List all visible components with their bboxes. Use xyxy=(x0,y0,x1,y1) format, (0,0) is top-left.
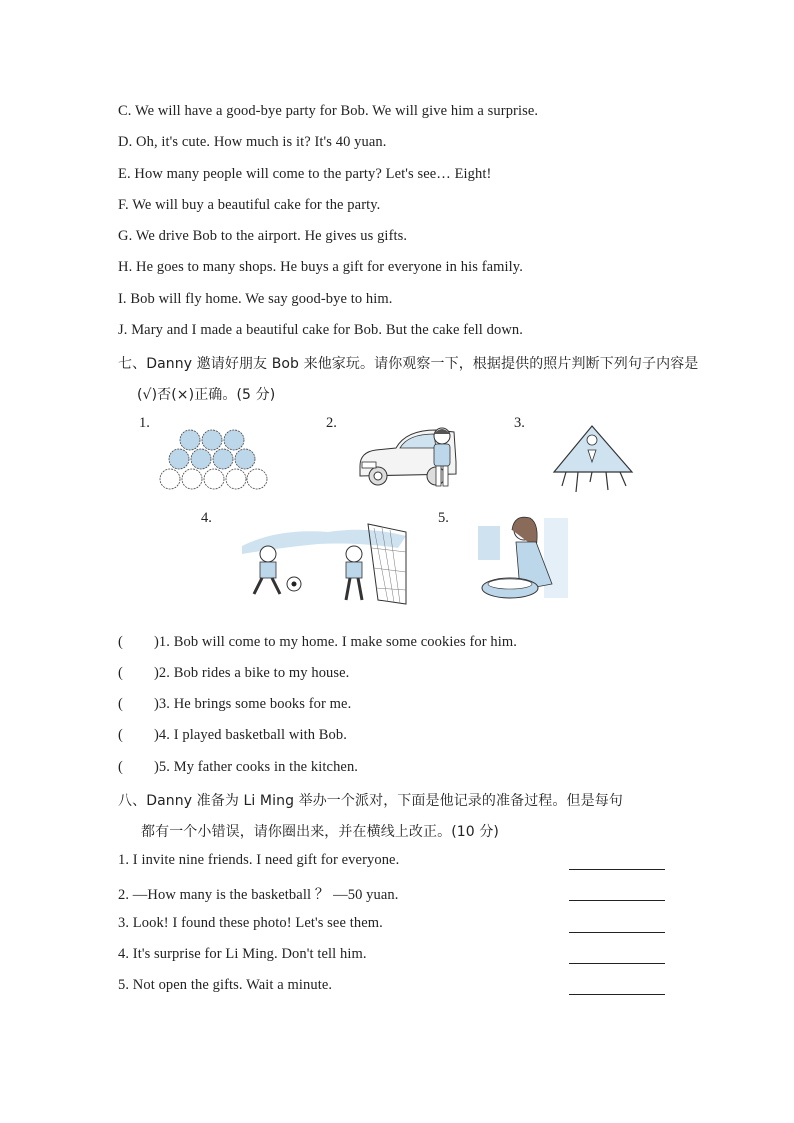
correction-item-1: 1. I invite nine friends. I need gift for everyone. xyxy=(118,852,400,868)
answer-line-1[interactable] xyxy=(569,868,665,870)
pic-label-5: 5. xyxy=(438,510,449,526)
correction-item-2: 2. —How many is the basketball ？ —50 yuan. xyxy=(118,887,399,903)
pic-label-2: 2. xyxy=(326,415,337,431)
judge-text: )4. I played basketball with Bob. xyxy=(154,727,347,743)
answer-line-2[interactable] xyxy=(569,899,665,901)
option-i: I. Bob will fly home. We say good-bye to him. xyxy=(118,291,393,307)
judge-item-3 xyxy=(118,696,351,713)
answer-line-5[interactable] xyxy=(569,993,665,995)
option-c: C. We will have a good-bye party for Bob. We will give him a surprise. xyxy=(118,103,539,119)
section8-subtitle: 都有一个小错误，请你圈出来，并在横线上改正。(10 分) xyxy=(141,824,499,840)
cookies-illustration xyxy=(156,428,268,492)
answer-paren[interactable]: ( xyxy=(118,759,123,775)
judge-text: )3. He brings some books for me. xyxy=(154,696,352,712)
soccer-illustration xyxy=(238,518,412,608)
judge-text: )5. My father cooks in the kitchen. xyxy=(154,759,359,775)
section8-title: 八、Danny 准备为 Li Ming 举办一个派对，下面是他记录的准备过程。但是每句 xyxy=(118,793,623,809)
section7-subtitle: (√)否(×)正确。(5 分) xyxy=(137,387,276,403)
answer-line-4[interactable] xyxy=(569,962,665,964)
option-f: F. We will buy a beautiful cake for the party. xyxy=(118,197,381,213)
pic-label-4: 4. xyxy=(201,510,212,526)
correction-item-5: 5. Not open the gifts. Wait a minute. xyxy=(118,977,333,993)
option-j: J. Mary and I made a beautiful cake for Bob. But the cake fell down. xyxy=(118,322,524,338)
answer-paren[interactable]: ( xyxy=(118,634,123,650)
option-h: H. He goes to many shops. He buys a gift for everyone in his family. xyxy=(118,259,523,275)
answer-line-3[interactable] xyxy=(569,931,665,933)
option-g: G. We drive Bob to the airport. He gives us gifts. xyxy=(118,228,408,244)
judge-item-5 xyxy=(118,759,358,776)
judge-item-2 xyxy=(118,665,349,682)
option-d: D. Oh, it's cute. How much is it? It's 40 yuan. xyxy=(118,134,387,150)
section7-title: 七、Danny 邀请好朋友 Bob 来他家玩。请你观察一下，根据提供的照片判断下列句子内容是 xyxy=(118,356,699,372)
option-e: E. How many people will come to the party? Let's see… Eight! xyxy=(118,166,492,182)
judge-text: )2. Bob rides a bike to my house. xyxy=(154,665,350,681)
answer-paren[interactable]: ( xyxy=(118,696,123,712)
judge-item-4 xyxy=(118,727,347,744)
answer-paren[interactable]: ( xyxy=(118,727,123,743)
pic-label-3: 3. xyxy=(514,415,525,431)
judge-item-1 xyxy=(118,634,517,651)
correction-item-4: 4. It's surprise for Li Ming. Don't tell him. xyxy=(118,946,367,962)
answer-paren[interactable]: ( xyxy=(118,665,123,681)
pic-label-1: 1. xyxy=(139,415,150,431)
washing-illustration xyxy=(474,512,574,612)
car-boy-illustration xyxy=(356,422,468,492)
kite-illustration xyxy=(548,422,638,496)
judge-text: )1. Bob will come to my home. I make some cookies for him. xyxy=(154,634,517,650)
correction-item-3: 3. Look! I found these photo! Let's see them. xyxy=(118,915,383,931)
